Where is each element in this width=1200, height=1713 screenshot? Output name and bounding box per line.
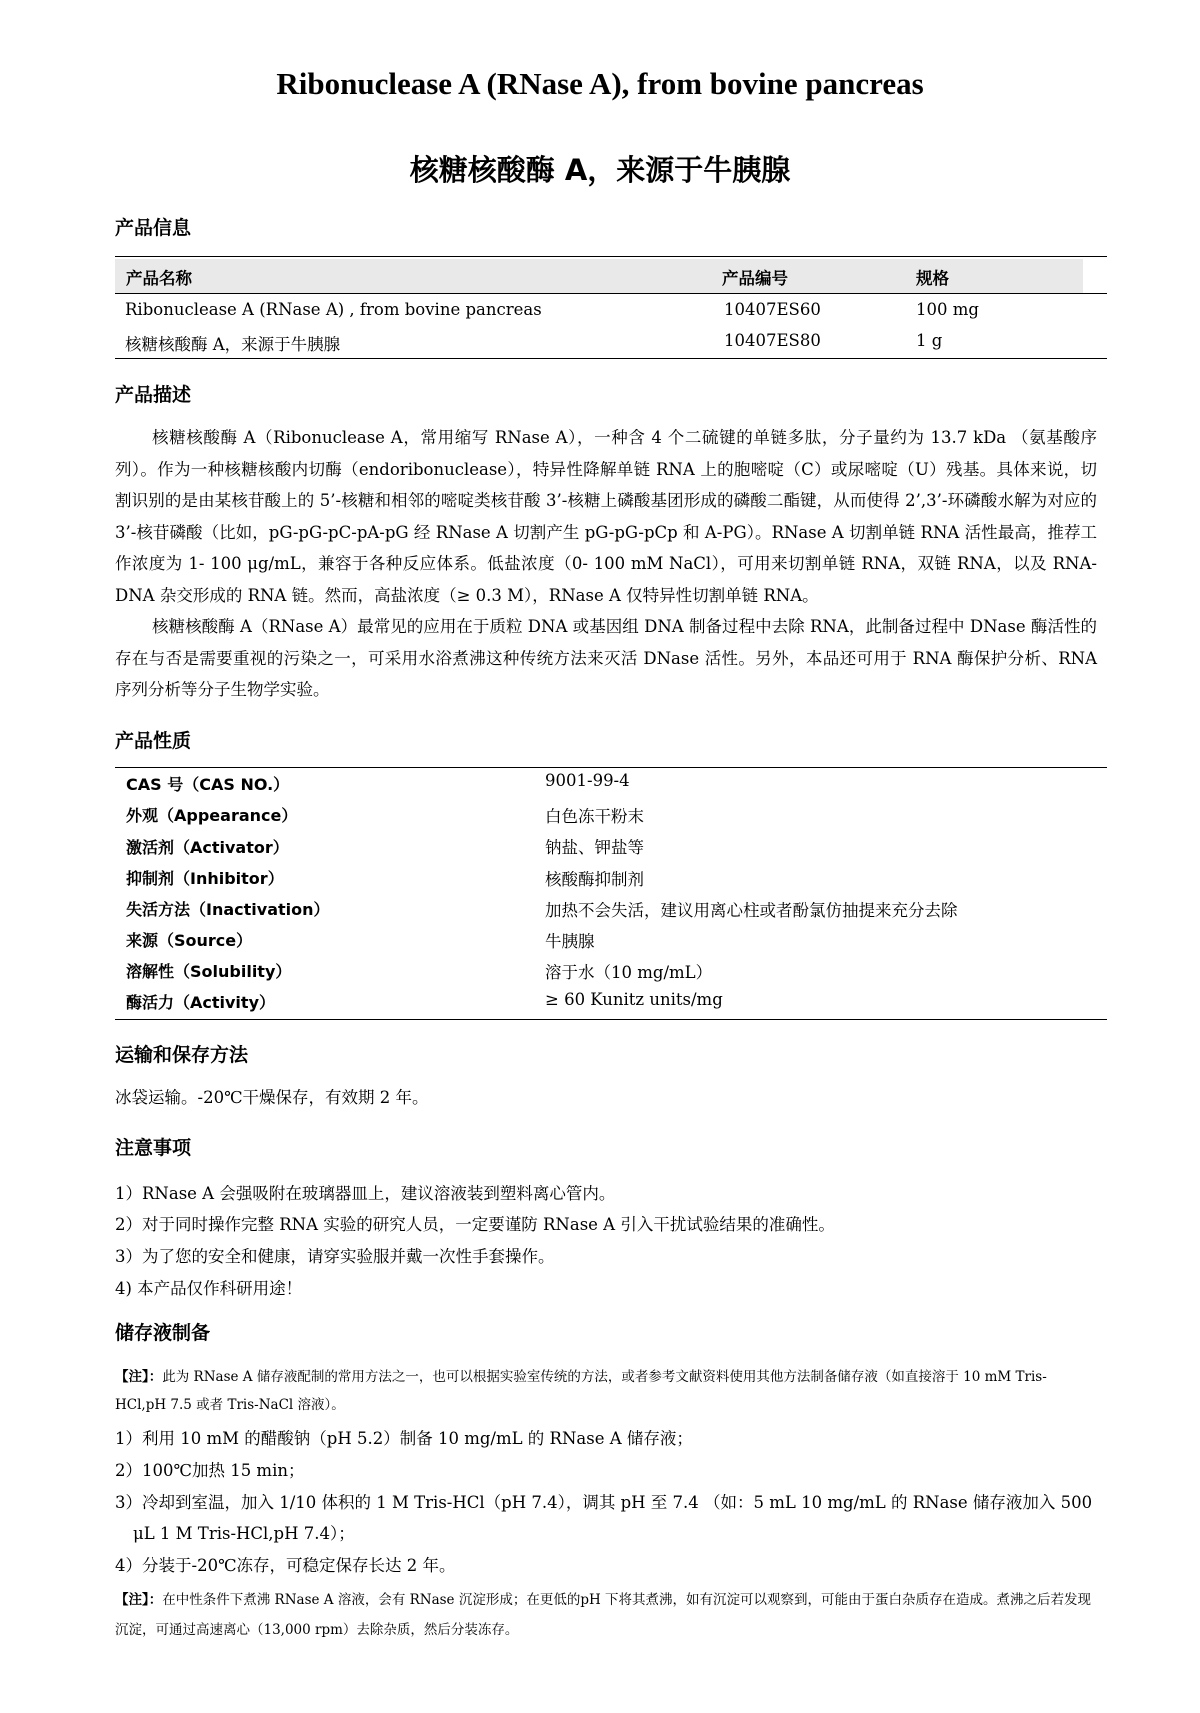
note-item: 4) 本产品仅作科研用途！ xyxy=(115,1279,303,1298)
property-value: 9001-99-4 xyxy=(545,771,630,790)
heading-properties: 产品性质 xyxy=(115,730,192,752)
heading-stock-solution: 储存液制备 xyxy=(115,1322,211,1344)
note-item: 3）为了您的安全和健康，请穿实验服并戴一次性手套操作。 xyxy=(115,1247,555,1266)
property-value: 钠盐、钾盐等 xyxy=(545,838,644,857)
stock-note-2 xyxy=(115,1585,1097,1645)
properties-bottom-rule xyxy=(115,1019,1107,1020)
note-text: 在中性条件下煮沸 RNase A 溶液，会有 RNase 沉淀形成；在更低的pH 下将其煮沸，如有沉淀可以观察到，可能由于蛋白杂质存在造成。煮沸之后若发现沉淀，可通过高速离心（13,000 rpm）去除杂质，然后分装冻存。 xyxy=(115,1592,1092,1638)
properties-top-rule xyxy=(115,767,1107,768)
property-value: 加热不会失活，建议用离心柱或者酚氯仿抽提来充分去除 xyxy=(545,901,958,920)
property-label: 酶活力（Activity） xyxy=(126,993,275,1012)
property-value: 牛胰腺 xyxy=(545,932,595,951)
table-top-rule xyxy=(115,256,1107,257)
table-header-rule xyxy=(115,293,1107,294)
title-chinese: 核糖核酸酶 A，来源于牛胰腺 xyxy=(409,153,791,187)
table-bottom-rule xyxy=(115,358,1107,359)
property-value: 核酸酶抑制剂 xyxy=(545,870,644,889)
table-cell-spec: 100 mg xyxy=(916,300,979,319)
property-label: CAS 号（CAS NO.） xyxy=(126,775,290,794)
property-value: 白色冻干粉末 xyxy=(545,807,644,826)
property-label: 来源（Source） xyxy=(126,931,253,950)
note-text: 此为 RNase A 储存液配制的常用方法之一，也可以根据实验室传统的方法，或者参考文献资料使用其他方法制备储存液（如直接溶于 10 mM Tris-HCl,pH 7.5 或者 Tris-NaCl 溶液）。 xyxy=(115,1369,1047,1413)
property-label: 激活剂（Activator） xyxy=(126,838,289,857)
table-cell-spec: 1 g xyxy=(916,331,943,350)
table-cell-code: 10407ES60 xyxy=(724,300,821,319)
note-label: 【注】： xyxy=(115,1369,163,1385)
table-header-name: 产品名称 xyxy=(126,269,192,288)
stock-step: 1）利用 10 mM 的醋酸钠（pH 5.2）制备 10 mg/mL 的 RNase A 储存液； xyxy=(115,1429,693,1448)
table-header-spec: 规格 xyxy=(916,269,949,288)
property-label: 溶解性（Solubility） xyxy=(126,962,292,981)
stock-step: 3）冷却到室温，加入 1/10 体积的 1 M Tris-HCl（pH 7.4），调其 pH 至 7.4 （如：5 mL 10 mg/mL 的 RNase 储存液加入 500 xyxy=(115,1493,1093,1512)
storage-text: 冰袋运输。-20℃干燥保存，有效期 2 年。 xyxy=(115,1088,429,1107)
description-paragraph: 核糖核酸酶 A（RNase A）最常见的应用在于质粒 DNA 或基因组 DNA 制备过程中去除 RNA，此制备过程中 DNase 酶活性的存在与否是需要重视的污染之一，可采用水浴煮沸这种传统方法来灭活 DNase 活性。另外，本品还可用于 RNA 酶保护分析、RNA 序列分析等分子生物学实验。 xyxy=(115,617,1097,699)
property-label: 失活方法（Inactivation） xyxy=(126,900,330,919)
heading-description: 产品描述 xyxy=(115,384,192,406)
table-cell-code: 10407ES80 xyxy=(724,331,821,350)
table-header-code: 产品编号 xyxy=(722,269,788,288)
table-cell-name: Ribonuclease A (RNase A) , from bovine pancreas xyxy=(125,300,542,319)
stock-step: 4）分装于-20℃冻存，可稳定保存长达 2 年。 xyxy=(115,1556,456,1575)
stock-note-1 xyxy=(115,1363,1097,1419)
property-value: ≥ 60 Kunitz units/mg xyxy=(545,990,723,1009)
stock-step-continuation: μL 1 M Tris-HCl,pH 7.4）； xyxy=(133,1524,355,1543)
property-label: 抑制剂（Inhibitor） xyxy=(126,869,284,888)
property-label: 外观（Appearance） xyxy=(126,806,298,825)
description-paragraph: 核糖核酸酶 A（Ribonuclease A，常用缩写 RNase A），一种含 4 个二硫键的单链多肽，分子量约为 13.7 kDa （氨基酸序列）。作为一种核糖核酸内切酶（endoribonuclease），特异性降解单链 RNA 上的胞嘧啶（C）或尿嘧啶（U）残基。具体来说，切割识别的是由某核苷酸上的 5’-核糖和相邻的嘧啶类核苷酸 3’-核糖上磷酸基团形成的磷酸二酯键，从而使得 2’,3’-环磷酸水解为对应的 3’-核苷磷酸（比如，pG-pG-pC-pA-pG 经 RNase A 切割产生 pG-pG-pCp 和 A-PG）。RNase A 切割单链 RNA 活性最高，推荐工作浓度为 1- 100 μg/mL，兼容于各种反应体系。低盐浓度（0- 100 mM NaCl），可用来切割单链 RNA，双链 RNA，以及 RNA-DNA 杂交形成的 RNA 链。然而，高盐浓度（≥ 0.3 M），RNase A 仅特异性切割单链 RNA。 xyxy=(115,428,1097,605)
heading-storage: 运输和保存方法 xyxy=(115,1044,249,1066)
table-cell-name: 核糖核酸酶 A，来源于牛胰腺 xyxy=(125,335,341,354)
heading-notes: 注意事项 xyxy=(115,1137,192,1159)
title-english: Ribonuclease A (RNase A), from bovine pancreas xyxy=(276,66,924,101)
note-label: 【注】： xyxy=(115,1592,163,1608)
note-item: 2）对于同时操作完整 RNA 实验的研究人员，一定要谨防 RNase A 引入干扰试验结果的准确性。 xyxy=(115,1215,835,1234)
property-value: 溶于水（10 mg/mL） xyxy=(545,963,713,982)
stock-step: 2）100℃加热 15 min； xyxy=(115,1461,305,1480)
heading-product-info: 产品信息 xyxy=(115,217,192,239)
note-item: 1）RNase A 会强吸附在玻璃器皿上，建议溶液装到塑料离心管内。 xyxy=(115,1184,616,1203)
